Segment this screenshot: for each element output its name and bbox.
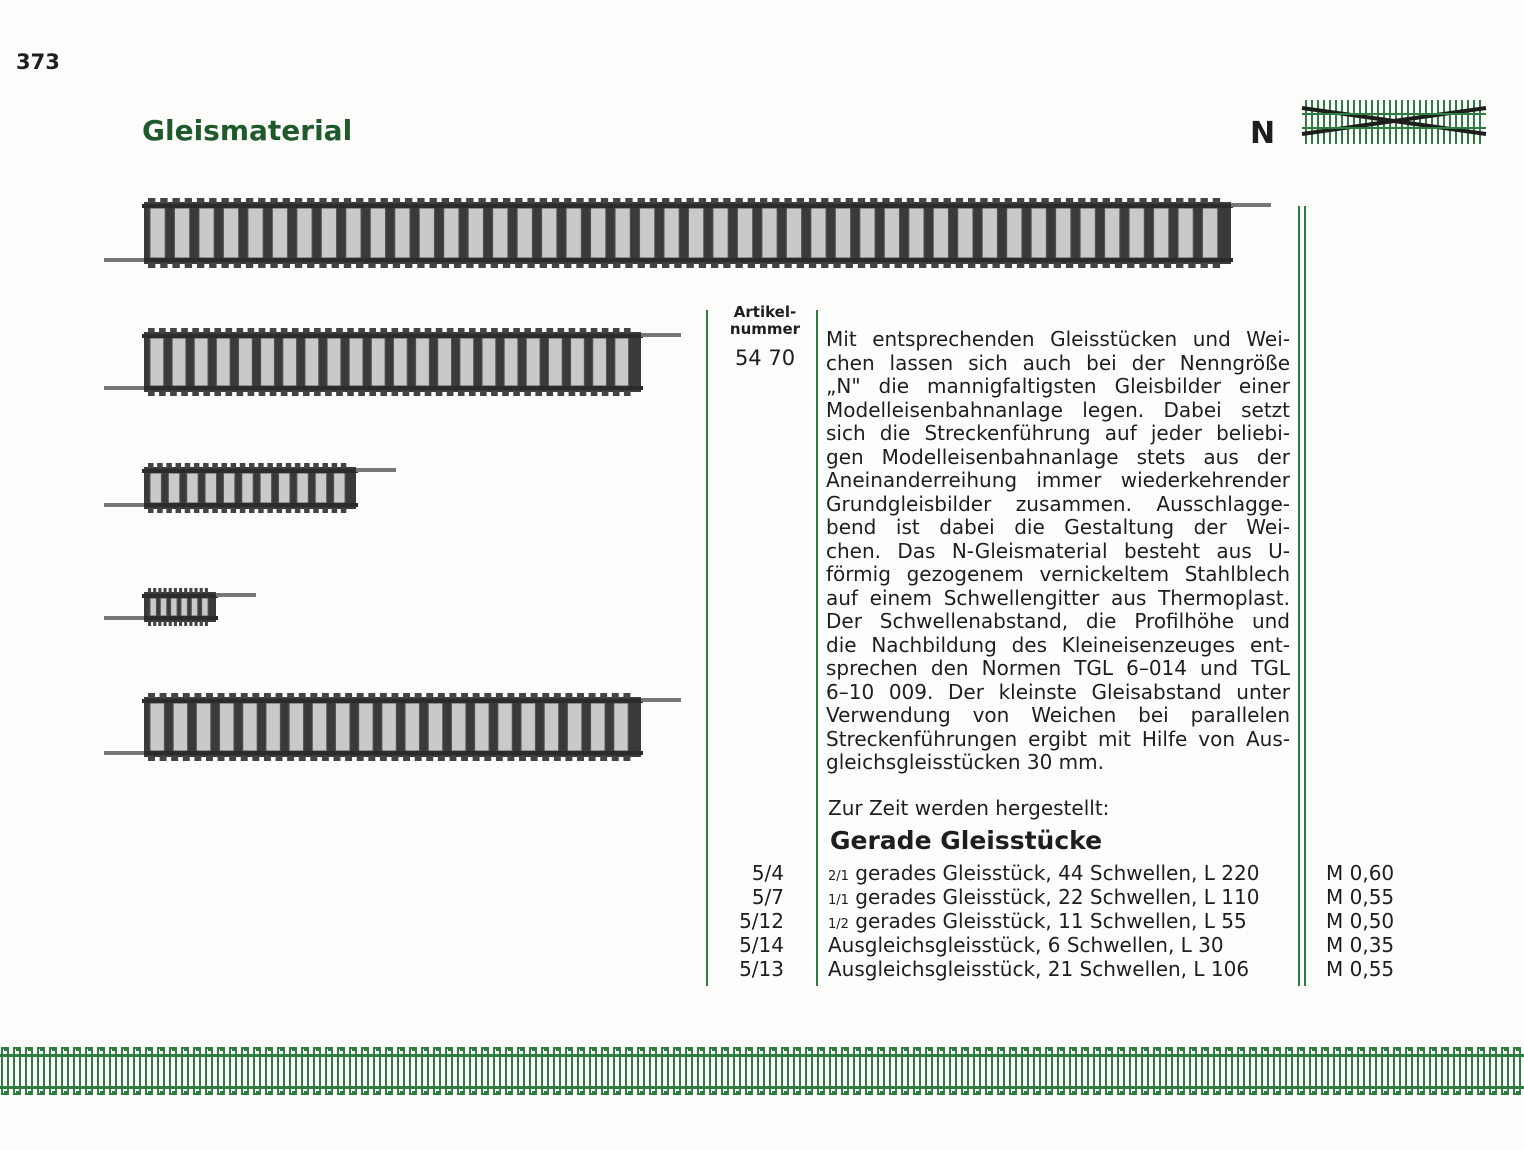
column-rule-mid: [816, 310, 818, 986]
track-piece-photo-106: [100, 685, 685, 775]
item-description-text: Ausgleichsgleisstück, 6 Schwellen, L 30: [828, 933, 1224, 957]
description-line: Grundgleisbilder zusammen. Ausschlagge-: [826, 491, 1290, 516]
description-line: förmig gezogenem vernickeltem Stahlblech: [826, 562, 1290, 586]
item-price: M 0,55: [1326, 885, 1395, 909]
column-rule-left: [706, 310, 708, 986]
description-line: 6–10 009. Der kleinste Gleisabstand unter: [826, 679, 1290, 704]
article-number: 54 70: [734, 346, 796, 370]
description-line: Mit entsprechenden Gleisstücken und Wei-: [826, 327, 1290, 351]
item-price: M 0,50: [1326, 909, 1395, 933]
crossing-track-icon: [1298, 92, 1490, 150]
item-number: 5/13: [739, 957, 784, 981]
description-line: die Nachbildung des Kleineisenzeuges ent-: [826, 632, 1290, 657]
gauge-label: N: [1250, 116, 1276, 151]
page-title: Gleismaterial: [142, 114, 353, 147]
description-line: gleichsgleisstücken 30 mm.: [826, 750, 1105, 774]
description-line: Aneinanderreihung immer wiederkehrender: [826, 468, 1290, 492]
description-line: Der Schwellenabstand, die Profilhöhe und: [826, 609, 1290, 633]
item-number: 5/4: [751, 861, 784, 885]
track-piece-photo-220: [100, 190, 1275, 282]
description-line: sich die Streckenführung auf jeder beliebi-: [826, 421, 1290, 445]
item-fraction: 2/1: [828, 869, 849, 884]
product-heading: Gerade Gleisstücke: [830, 826, 1103, 855]
item-description: [828, 862, 1290, 885]
item-price: M 0,60: [1326, 861, 1395, 885]
description-paragraph: [826, 328, 1290, 775]
description-line: chen lassen sich auch bei der Nenngröße: [826, 350, 1290, 375]
item-fraction: 1/1: [828, 893, 849, 908]
item-price: M 0,55: [1326, 957, 1395, 981]
description-line: chen. Das N-Gleismaterial besteht aus U-: [826, 538, 1290, 563]
item-description: [828, 958, 1290, 981]
track-border-decoration: [0, 1036, 1524, 1106]
column-rule-right-a: [1298, 206, 1300, 986]
item-description-text: gerades Gleisstück, 11 Schwellen, L 55: [855, 909, 1247, 933]
description-line: Modelleisenbahnanlage legen. Dabei setzt: [826, 397, 1290, 422]
article-label-line1: Artikel-: [733, 303, 797, 321]
column-rule-right-b: [1304, 206, 1306, 986]
description-line: gen Modelleisenbahnanlage stets aus der: [826, 444, 1290, 469]
track-piece-photo-30: [100, 580, 260, 640]
item-description-text: gerades Gleisstück, 44 Schwellen, L 220: [855, 861, 1260, 885]
item-description: [828, 910, 1290, 933]
page-number: 373: [16, 50, 60, 74]
article-number-label: [718, 304, 812, 338]
production-note: Zur Zeit werden hergestellt:: [828, 796, 1110, 820]
article-label-line2: nummer: [729, 320, 801, 338]
item-number: 5/14: [739, 933, 784, 957]
item-number: 5/7: [751, 885, 784, 909]
description-line: auf einem Schwellengitter aus Thermoplast.: [826, 585, 1290, 610]
item-description: [828, 886, 1290, 909]
description-line: „N" die mannigfaltigsten Gleisbilder einer: [826, 374, 1290, 398]
track-piece-photo-110: [100, 320, 685, 410]
description-line: Streckenführungen ergibt mit Hilfe von Aus-: [826, 726, 1290, 751]
description-line: bend ist dabei die Gestaltung der Wei-: [826, 515, 1290, 539]
item-number: 5/12: [739, 909, 784, 933]
track-piece-photo-55: [100, 455, 400, 527]
item-description-text: Ausgleichsgleisstück, 21 Schwellen, L 106: [828, 957, 1250, 981]
item-fraction: 1/2: [828, 917, 849, 932]
description-line: Verwendung von Weichen bei parallelen: [826, 703, 1290, 727]
item-description: [828, 934, 1290, 957]
description-line: sprechen den Normen TGL 6–014 und TGL: [826, 656, 1290, 680]
item-description-text: gerades Gleisstück, 22 Schwellen, L 110: [855, 885, 1260, 909]
item-price: M 0,35: [1326, 933, 1395, 957]
